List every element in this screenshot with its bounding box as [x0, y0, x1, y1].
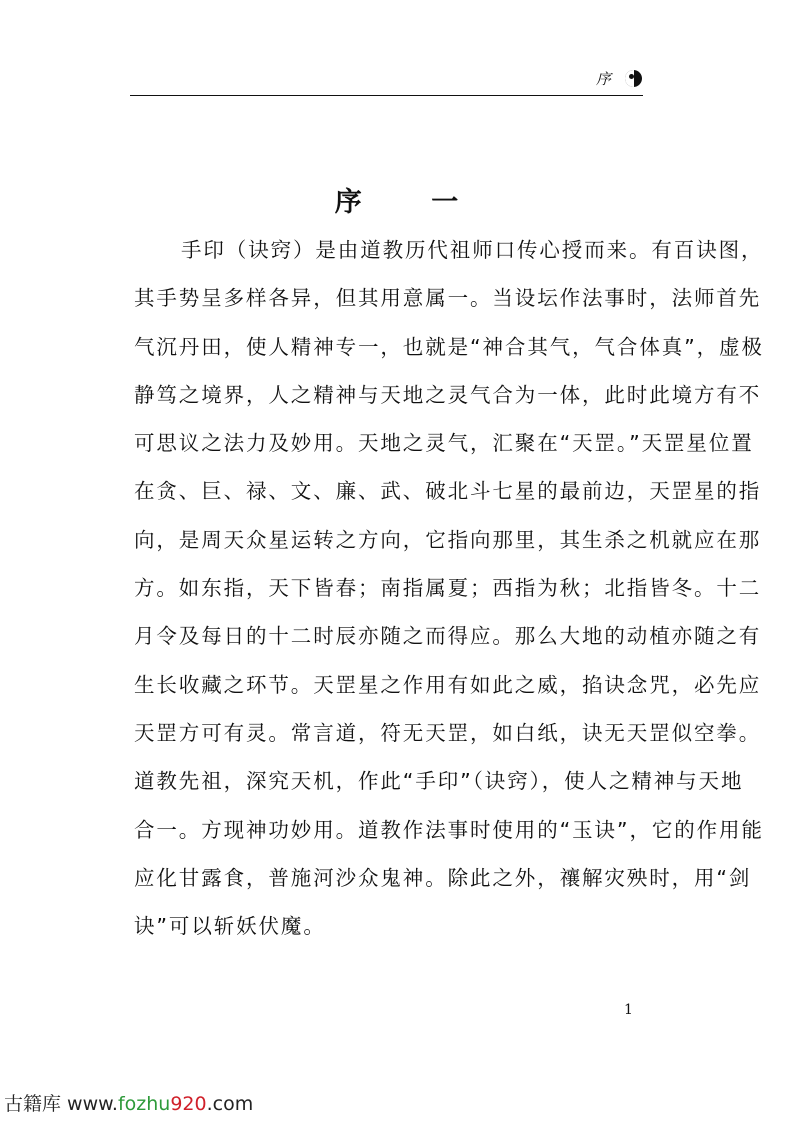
- text-line: 静笃之境界，人之精神与天地之灵气合为一体，此时此境方有不: [134, 382, 762, 407]
- watermark-suffix: .com: [206, 1093, 254, 1115]
- body-text: [134, 236, 764, 960]
- text-line: 向，是周天众星运转之方向，它指向那里，其生杀之机就应在那: [134, 527, 762, 552]
- chapter-title: 序 一: [334, 187, 489, 218]
- text-line: 可思议之法力及妙用。天地之灵气，汇聚在“天罡。”天罡星位置: [134, 431, 754, 456]
- text-line: 应化甘露食，普施河沙众鬼神。除此之外，禳解灾殃时，用“剑: [134, 865, 752, 890]
- watermark-prefix: 古籍库 www.: [4, 1093, 118, 1115]
- watermark-red: 920: [170, 1093, 207, 1115]
- running-title: 序: [595, 70, 611, 88]
- text-line: 手印（诀窍）是由道教历代祖师口传心授而来。有百诀图，: [181, 238, 764, 262]
- text-line: 生长收藏之环节。天罡星之作用有如此之威，掐诀念咒，必先应: [134, 672, 762, 697]
- text-line: 道教先祖，深究天机，作此“手印”（诀窍），使人之精神与天地: [134, 769, 744, 794]
- running-header: [560, 68, 642, 89]
- yin-yang-icon: [625, 70, 642, 87]
- text-line: 其手势呈多样各异，但其用意属一。当设坛作法事时，法师首先: [134, 286, 762, 311]
- text-line: 在贪、巨、禄、文、廉、武、破北斗七星的最前边，天罡星的指: [134, 479, 762, 504]
- text-line: 气沉丹田，使人精神专一，也就是“神合其气，气合体真”，虚极: [134, 334, 764, 359]
- text-line: 月令及每日的十二时辰亦随之而得应。那么大地的动植亦随之有: [134, 624, 762, 649]
- text-line: 方。如东指，天下皆春；南指属夏；西指为秋；北指皆冬。十二: [134, 576, 762, 601]
- watermark: [4, 1089, 253, 1116]
- header-rule: [130, 95, 643, 96]
- page-number: 1: [624, 1002, 633, 1018]
- text-line: 天罡方可有灵。常言道，符无天罡，如白纸，诀无天罡似空拳。: [134, 720, 762, 745]
- text-line: 合一。方现神功妙用。道教作法事时使用的“玉诀”，它的作用能: [134, 817, 764, 842]
- text-line: 诀”可以斩妖伏魔。: [134, 914, 326, 939]
- watermark-green: fozhu: [117, 1093, 171, 1115]
